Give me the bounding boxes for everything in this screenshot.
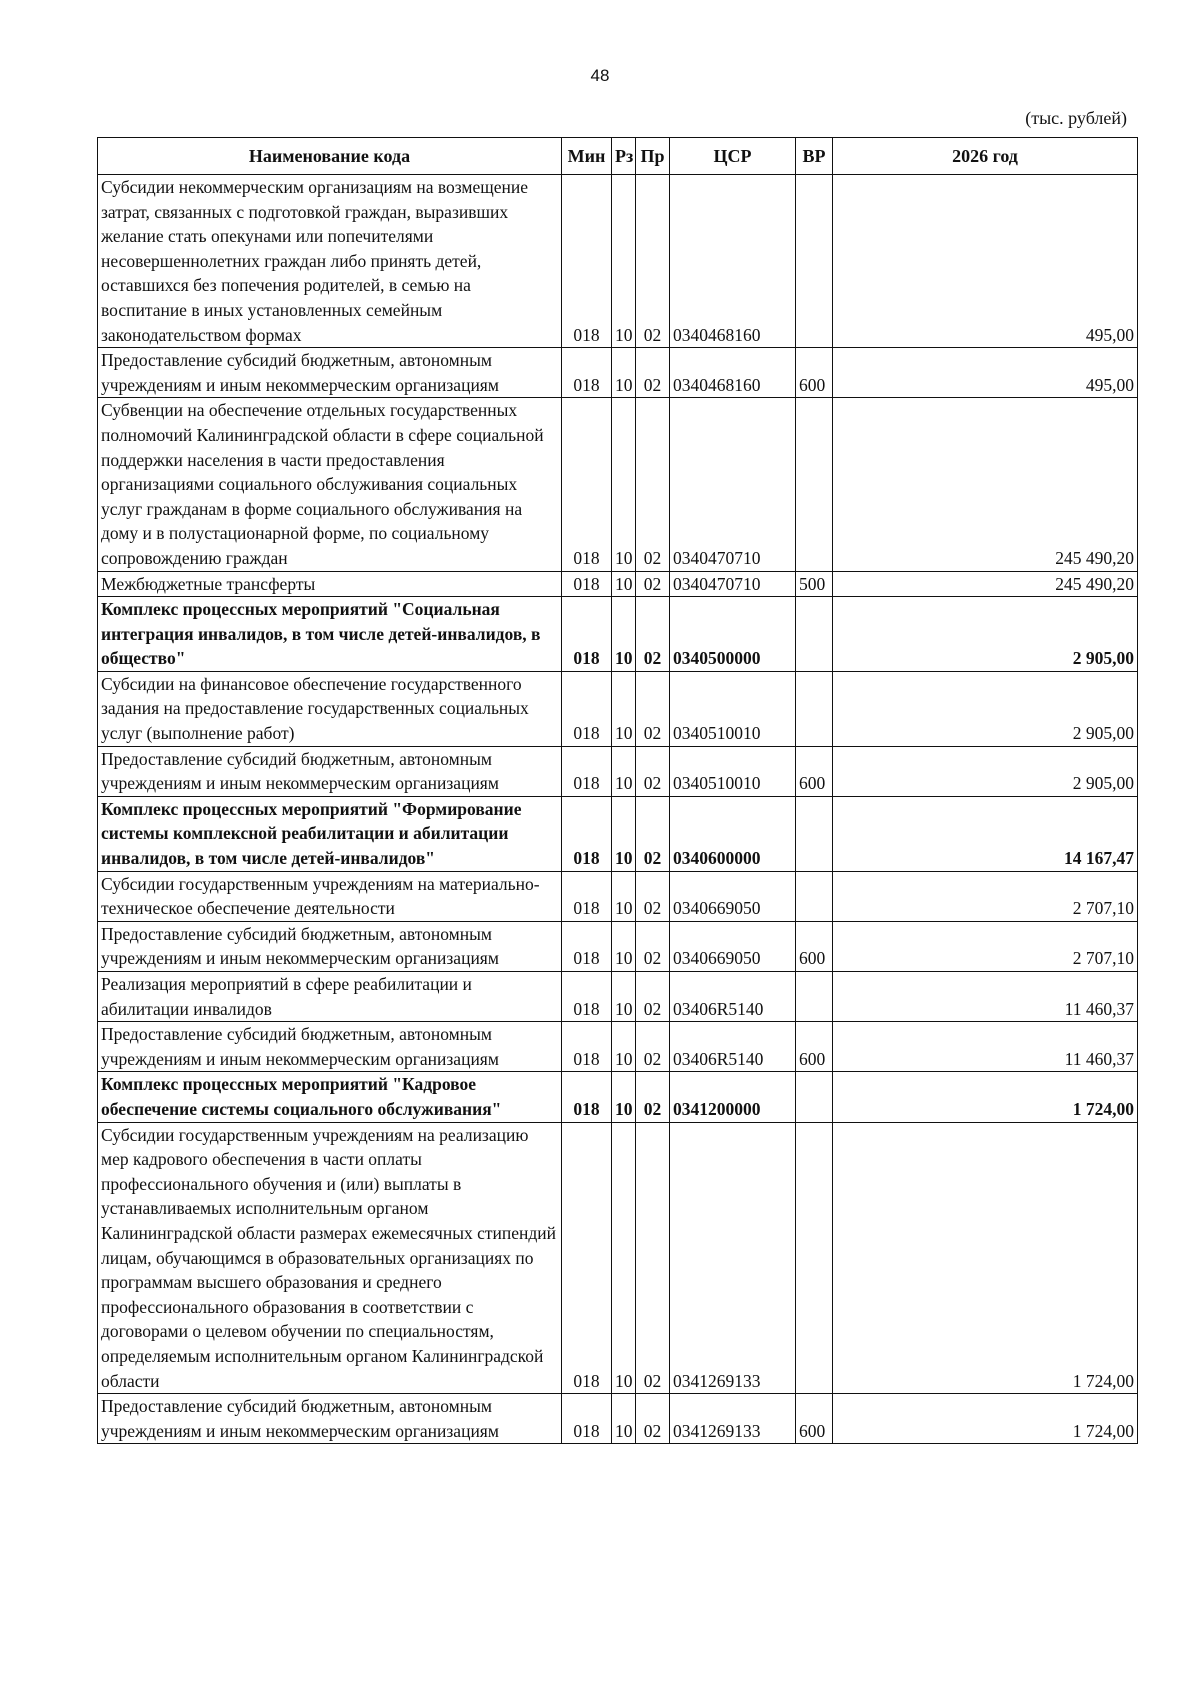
- table-row: [98, 1122, 1138, 1394]
- page-number: 48: [590, 66, 610, 85]
- cell-pr: 02: [636, 746, 670, 796]
- cell-pr: 02: [636, 571, 670, 597]
- cell-csr: 0340470710: [670, 571, 796, 597]
- cell-rz: 10: [612, 921, 636, 971]
- cell-name: Субсидии государственным учреждениям на материально-техническое обеспечение деятельности: [98, 871, 562, 921]
- cell-pr: 02: [636, 796, 670, 871]
- cell-vr: [796, 597, 833, 672]
- cell-csr: 0341200000: [670, 1072, 796, 1122]
- cell-amount: 2 905,00: [833, 671, 1138, 746]
- cell-rz: 10: [612, 348, 636, 398]
- cell-amount: 2 905,00: [833, 746, 1138, 796]
- units-label: (тыс. рублей): [1025, 108, 1127, 128]
- cell-pr: 02: [636, 1072, 670, 1122]
- header-vr: ВР: [796, 138, 833, 175]
- table-row: [98, 671, 1138, 746]
- header-min: Мин: [562, 138, 612, 175]
- table-row: [98, 746, 1138, 796]
- cell-min: 018: [562, 175, 612, 348]
- cell-pr: 02: [636, 597, 670, 672]
- cell-rz: 10: [612, 871, 636, 921]
- cell-min: 018: [562, 871, 612, 921]
- cell-min: 018: [562, 1072, 612, 1122]
- cell-pr: 02: [636, 175, 670, 348]
- cell-vr: [796, 1072, 833, 1122]
- cell-csr: 03406R5140: [670, 972, 796, 1022]
- cell-amount: 11 460,37: [833, 1022, 1138, 1072]
- cell-amount: 2 707,10: [833, 921, 1138, 971]
- table-header-row: [98, 138, 1138, 175]
- cell-vr: [796, 175, 833, 348]
- table-row: [98, 1394, 1138, 1444]
- cell-min: 018: [562, 972, 612, 1022]
- cell-min: 018: [562, 597, 612, 672]
- cell-name: Субсидии на финансовое обеспечение государственного задания на предоставление государственных социальных услуг (выполнение работ): [98, 671, 562, 746]
- table-row: [98, 348, 1138, 398]
- cell-amount: 495,00: [833, 348, 1138, 398]
- cell-amount: 245 490,20: [833, 398, 1138, 571]
- cell-name: Предоставление субсидий бюджетным, автономным учреждениям и иным некоммерческим организациям: [98, 1394, 562, 1444]
- cell-amount: 1 724,00: [833, 1394, 1138, 1444]
- table-row: [98, 921, 1138, 971]
- table-row: [98, 398, 1138, 571]
- cell-pr: 02: [636, 1022, 670, 1072]
- cell-rz: 10: [612, 398, 636, 571]
- cell-amount: 14 167,47: [833, 796, 1138, 871]
- cell-amount: 1 724,00: [833, 1072, 1138, 1122]
- cell-rz: 10: [612, 1072, 636, 1122]
- cell-min: 018: [562, 398, 612, 571]
- cell-csr: 0340468160: [670, 348, 796, 398]
- table-row: [98, 1022, 1138, 1072]
- cell-csr: 0340510010: [670, 746, 796, 796]
- cell-rz: 10: [612, 1122, 636, 1394]
- cell-csr: 0340600000: [670, 796, 796, 871]
- cell-name: Субсидии некоммерческим организациям на возмещение затрат, связанных с подготовкой граждан, выразивших желание стать опекунами или попечителями несовершеннолетних граждан либо принять детей, оставшихся без попечения родителей, в семью на воспитание в иных установленных семейным законодательством формах: [98, 175, 562, 348]
- cell-vr: [796, 1122, 833, 1394]
- table-row: [98, 871, 1138, 921]
- cell-name: Реализация мероприятий в сфере реабилитации и абилитации инвалидов: [98, 972, 562, 1022]
- cell-pr: 02: [636, 871, 670, 921]
- cell-amount: 2 905,00: [833, 597, 1138, 672]
- cell-min: 018: [562, 796, 612, 871]
- cell-name: Предоставление субсидий бюджетным, автономным учреждениям и иным некоммерческим организациям: [98, 348, 562, 398]
- cell-name: Комплекс процессных мероприятий "Кадровое обеспечение системы социального обслуживания": [98, 1072, 562, 1122]
- cell-rz: 10: [612, 1022, 636, 1072]
- cell-rz: 10: [612, 1394, 636, 1444]
- cell-amount: 495,00: [833, 175, 1138, 348]
- cell-amount: 245 490,20: [833, 571, 1138, 597]
- cell-vr: [796, 671, 833, 746]
- table-row: [98, 175, 1138, 348]
- cell-vr: 600: [796, 1394, 833, 1444]
- cell-vr: 600: [796, 921, 833, 971]
- cell-name: Предоставление субсидий бюджетным, автономным учреждениям и иным некоммерческим организациям: [98, 1022, 562, 1072]
- cell-pr: 02: [636, 348, 670, 398]
- header-year: 2026 год: [833, 138, 1138, 175]
- cell-name: Комплекс процессных мероприятий "Формирование системы комплексной реабилитации и абилитации инвалидов, в том числе детей-инвалидов": [98, 796, 562, 871]
- table-row: [98, 571, 1138, 597]
- cell-vr: [796, 871, 833, 921]
- cell-name: Предоставление субсидий бюджетным, автономным учреждениям и иным некоммерческим организациям: [98, 746, 562, 796]
- cell-min: 018: [562, 921, 612, 971]
- header-name: Наименование кода: [98, 138, 562, 175]
- cell-csr: 0340468160: [670, 175, 796, 348]
- cell-name: Предоставление субсидий бюджетным, автономным учреждениям и иным некоммерческим организациям: [98, 921, 562, 971]
- cell-name: Комплекс процессных мероприятий "Социальная интеграция инвалидов, в том числе детей-инвалидов, в общество": [98, 597, 562, 672]
- cell-min: 018: [562, 671, 612, 746]
- cell-vr: [796, 796, 833, 871]
- cell-min: 018: [562, 746, 612, 796]
- cell-min: 018: [562, 1022, 612, 1072]
- cell-amount: 11 460,37: [833, 972, 1138, 1022]
- table-body: [98, 175, 1138, 1444]
- cell-csr: 0341269133: [670, 1394, 796, 1444]
- cell-pr: 02: [636, 398, 670, 571]
- cell-amount: 2 707,10: [833, 871, 1138, 921]
- cell-vr: 600: [796, 348, 833, 398]
- cell-pr: 02: [636, 671, 670, 746]
- header-pr: Пр: [636, 138, 670, 175]
- cell-rz: 10: [612, 671, 636, 746]
- cell-rz: 10: [612, 571, 636, 597]
- cell-csr: 0340470710: [670, 398, 796, 571]
- cell-min: 018: [562, 348, 612, 398]
- cell-rz: 10: [612, 597, 636, 672]
- table-row: [98, 972, 1138, 1022]
- cell-pr: 02: [636, 1394, 670, 1444]
- header-csr: ЦСР: [670, 138, 796, 175]
- cell-pr: 02: [636, 1122, 670, 1394]
- cell-csr: 0340500000: [670, 597, 796, 672]
- table-row: [98, 796, 1138, 871]
- budget-table: [97, 137, 1138, 1444]
- cell-min: 018: [562, 1122, 612, 1394]
- cell-vr: [796, 972, 833, 1022]
- table-row: [98, 1072, 1138, 1122]
- cell-csr: 03406R5140: [670, 1022, 796, 1072]
- cell-amount: 1 724,00: [833, 1122, 1138, 1394]
- cell-vr: 600: [796, 1022, 833, 1072]
- cell-rz: 10: [612, 972, 636, 1022]
- cell-min: 018: [562, 1394, 612, 1444]
- cell-pr: 02: [636, 972, 670, 1022]
- cell-csr: 0340510010: [670, 671, 796, 746]
- cell-rz: 10: [612, 175, 636, 348]
- cell-vr: 600: [796, 746, 833, 796]
- cell-min: 018: [562, 571, 612, 597]
- cell-name: Межбюджетные трансферты: [98, 571, 562, 597]
- cell-vr: [796, 398, 833, 571]
- cell-vr: 500: [796, 571, 833, 597]
- header-rz: Рз: [612, 138, 636, 175]
- table-row: [98, 597, 1138, 672]
- cell-rz: 10: [612, 746, 636, 796]
- cell-pr: 02: [636, 921, 670, 971]
- cell-csr: 0340669050: [670, 921, 796, 971]
- cell-name: Субсидии государственным учреждениям на реализацию мер кадрового обеспечения в части оплаты профессионального обучения и (или) выплаты в устанавливаемых исполнительным органом Калининградской области размерах ежемесячных стипендий лицам, обучающимся в образовательных организациях по программам высшего образования и среднего профессионального образования в соответствии с договорами о целевом обучении по специальностям, определяемым исполнительным органом Калининградской области: [98, 1122, 562, 1394]
- cell-rz: 10: [612, 796, 636, 871]
- cell-name: Субвенции на обеспечение отдельных государственных полномочий Калининградской области в сфере социальной поддержки населения в части предоставления организациями социального обслуживания социальных услуг гражданам в форме социального обслуживания на дому и в полустационарной форме, по социальному сопровождению граждан: [98, 398, 562, 571]
- cell-csr: 0340669050: [670, 871, 796, 921]
- cell-csr: 0341269133: [670, 1122, 796, 1394]
